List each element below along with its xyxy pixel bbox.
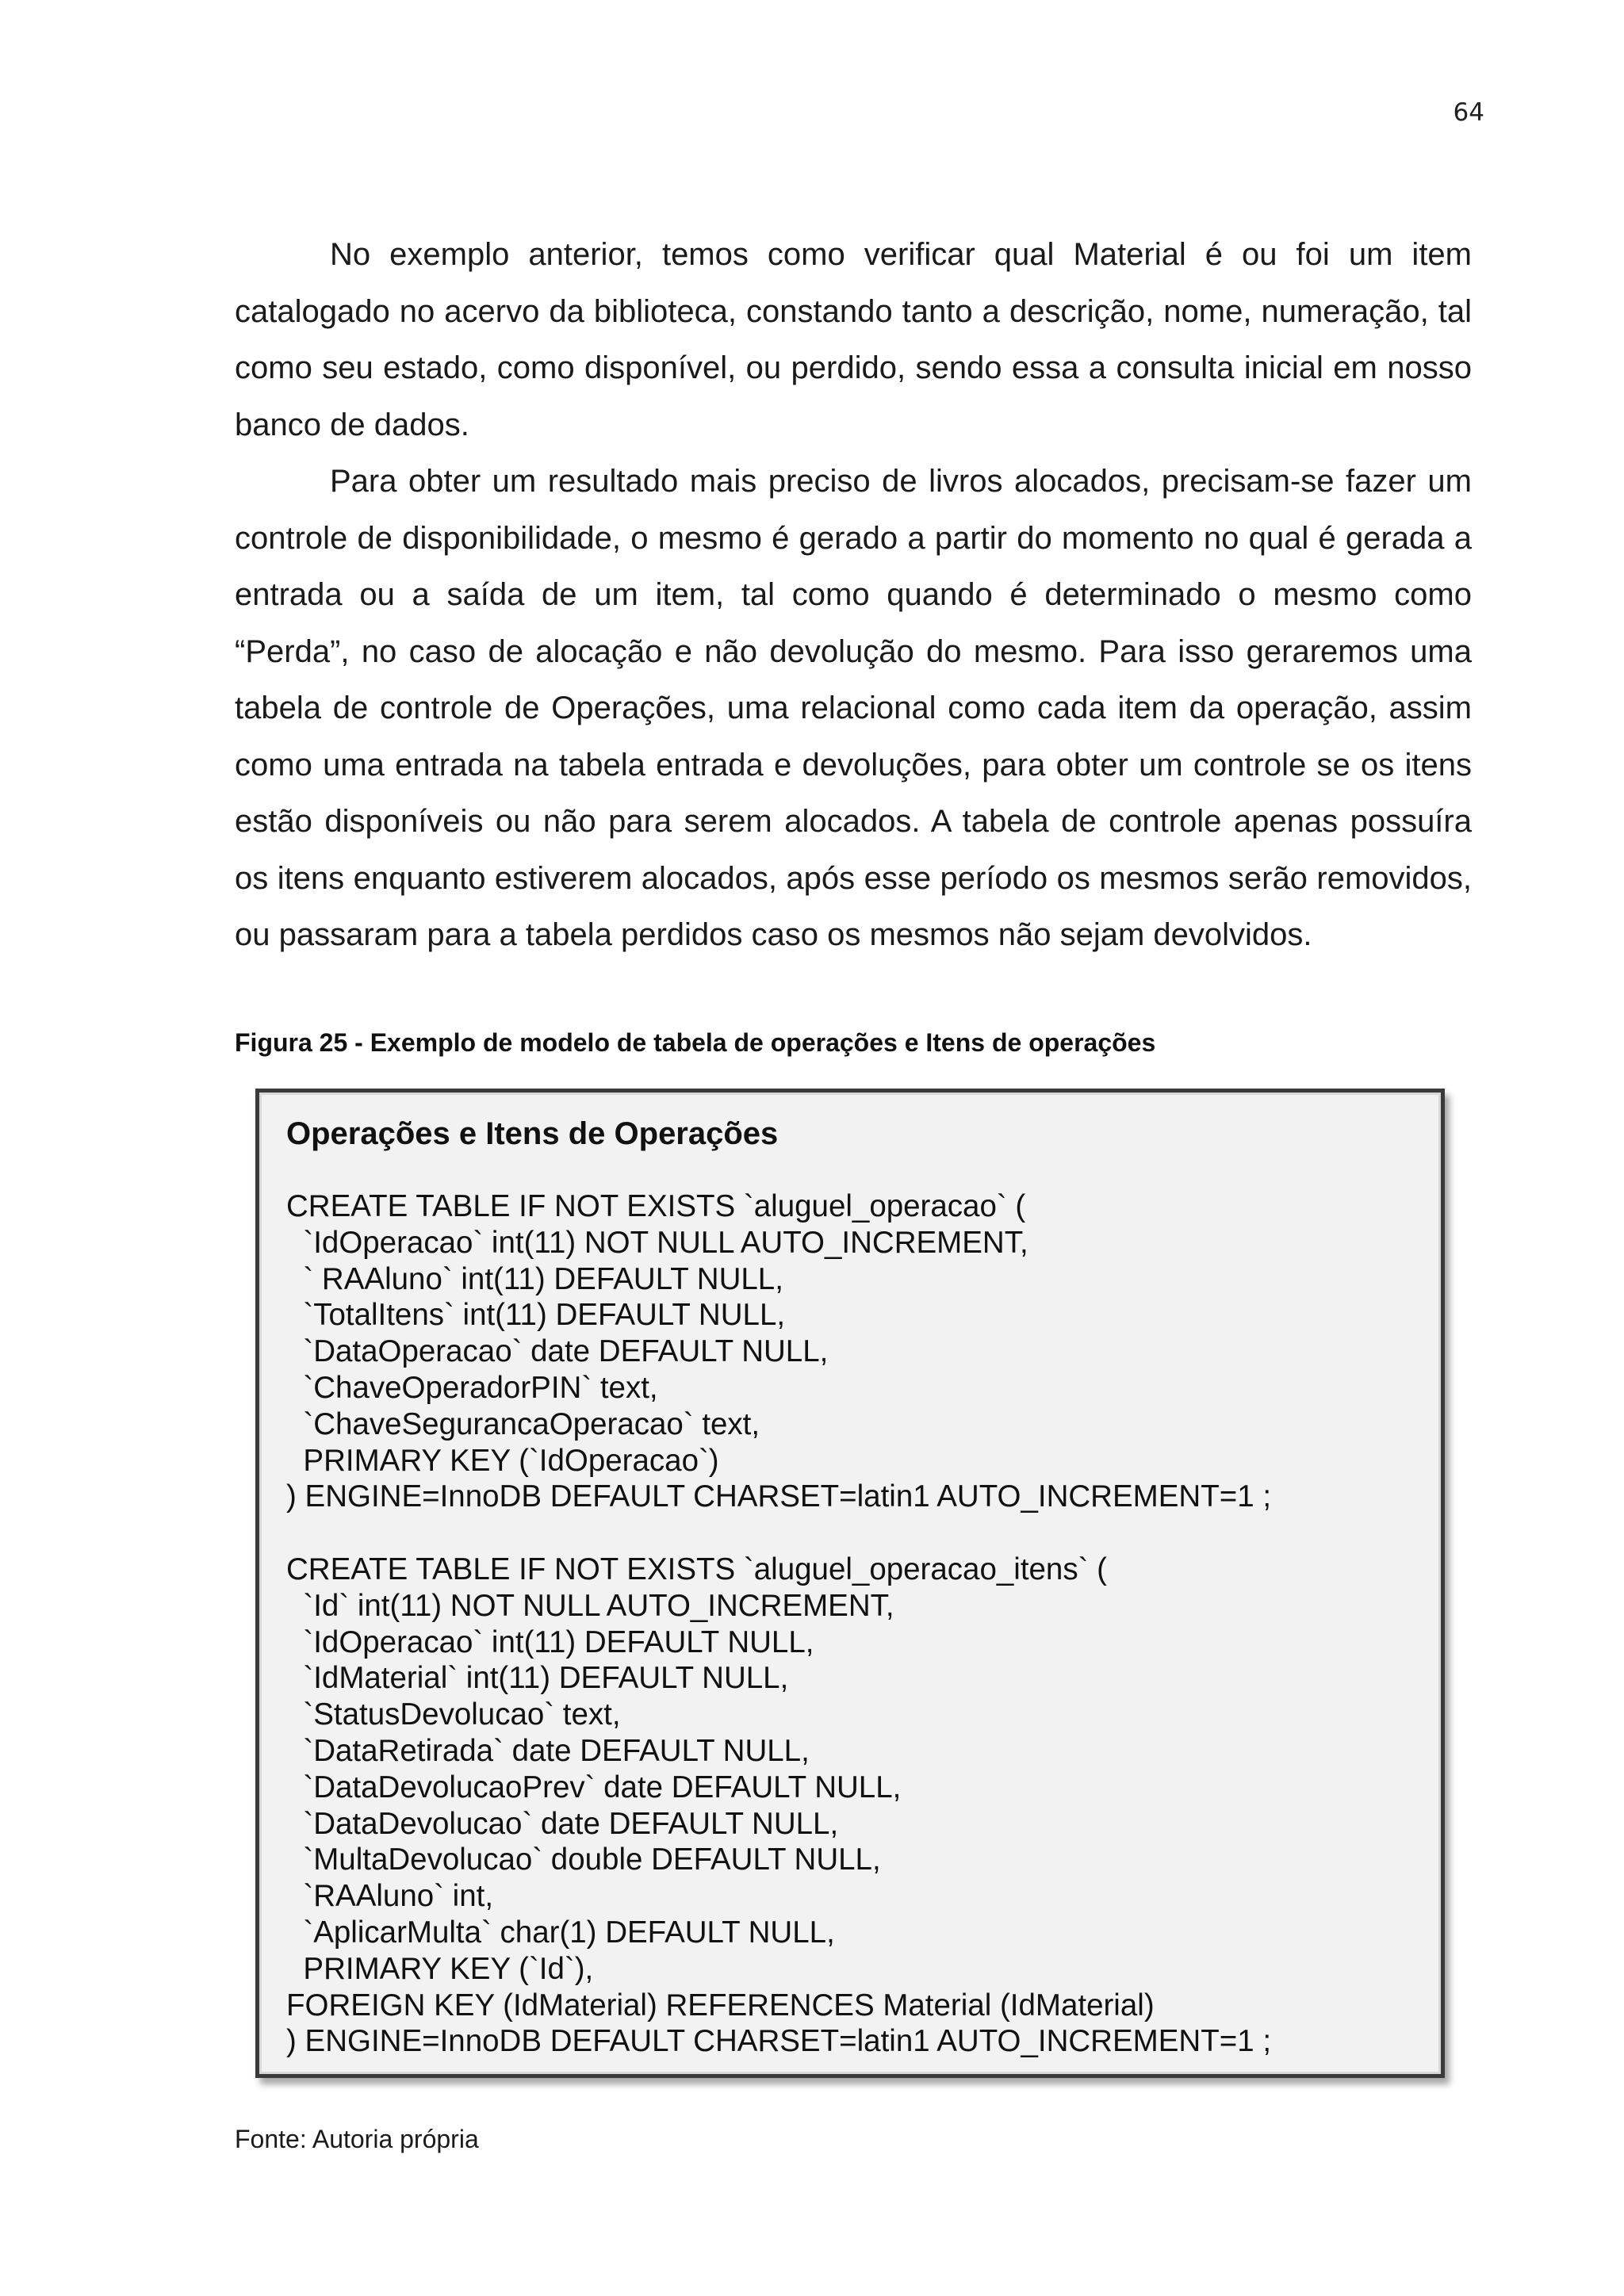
paragraph: No exemplo anterior, temos como verificar qual Material é ou foi um item catalogado no acervo da biblioteca, constando tanto a descrição, nome, numeração, tal como seu estado, como disponível, ou perdido, sendo essa a consulta inicial em nosso banco de dados.	[235, 237, 1472, 442]
code-line	[286, 1515, 1425, 1552]
code-line: `DataDevolucao` date DEFAULT NULL,	[286, 1806, 839, 1841]
figure-caption: Figura 25 - Exemplo de modelo de tabela de operações e Itens de operações	[235, 1028, 1156, 1057]
code-line: ) ENGINE=InnoDB DEFAULT CHARSET=latin1 AUTO_INCREMENT=1 ;	[286, 2024, 1272, 2059]
code-line: `IdOperacao` int(11) NOT NULL AUTO_INCREMENT,	[286, 1225, 1028, 1260]
code-line: PRIMARY KEY (`Id`),	[286, 1951, 594, 1986]
code-line: `StatusDevolucao` text,	[286, 1697, 621, 1732]
code-line: CREATE TABLE IF NOT EXISTS `aluguel_operacao` (	[286, 1189, 1026, 1223]
code-line: `ChaveSegurancaOperacao` text,	[286, 1406, 760, 1441]
figure-box	[255, 1089, 1445, 2078]
code-line: `IdMaterial` int(11) DEFAULT NULL,	[286, 1661, 789, 1696]
paragraph: Para obter um resultado mais preciso de livros alocados, precisam-se fazer um controle de disponibilidade, o mesmo é gerado a partir do momento no qual é gerada a entrada ou a saída de um item, tal como quando é determinado o mesmo como “Perda”, no caso de alocação e não devolução do mesmo. Para isso geraremos uma tabela de controle de Operações, uma relacional como cada item da operação, assim como uma entrada na tabela entrada e devoluções, para obter um controle se os itens estão disponíveis ou não para serem alocados. A tabela de controle apenas possuíra os itens enquanto estiverem alocados, após esse período os mesmos serão removidos, ou passaram para a tabela perdidos caso os mesmos não sejam devolvidos.	[235, 464, 1472, 952]
code-line: `DataOperacao` date DEFAULT NULL,	[286, 1334, 829, 1369]
code-line: ) ENGINE=InnoDB DEFAULT CHARSET=latin1 AUTO_INCREMENT=1 ;	[286, 1479, 1272, 1514]
sql-code-block	[286, 1188, 1425, 2060]
code-line: `MultaDevolucao` double DEFAULT NULL,	[286, 1843, 881, 1877]
figure-title: Operações e Itens de Operações	[286, 1116, 779, 1151]
code-line: `AplicarMulta` char(1) DEFAULT NULL,	[286, 1915, 835, 1950]
page-number: 64	[1453, 98, 1484, 127]
body-text	[235, 227, 1472, 964]
code-line: `DataRetirada` date DEFAULT NULL,	[286, 1733, 810, 1768]
figure-content	[286, 1116, 1425, 2060]
figure-source: Fonte: Autoria própria	[235, 2125, 479, 2153]
code-line: `DataDevolucaoPrev` date DEFAULT NULL,	[286, 1770, 902, 1804]
code-line: `RAAluno` int,	[286, 1879, 494, 1914]
code-line: ` RAAluno` int(11) DEFAULT NULL,	[286, 1261, 783, 1296]
code-line: `ChaveOperadorPIN` text,	[286, 1370, 658, 1405]
code-line: FOREIGN KEY (IdMaterial) REFERENCES Material (IdMaterial)	[286, 1988, 1155, 2022]
code-line: `IdOperacao` int(11) DEFAULT NULL,	[286, 1624, 814, 1659]
code-line: `Id` int(11) NOT NULL AUTO_INCREMENT,	[286, 1588, 894, 1623]
code-line: `TotalItens` int(11) DEFAULT NULL,	[286, 1298, 786, 1333]
code-line: PRIMARY KEY (`IdOperacao`)	[286, 1443, 719, 1478]
code-line: CREATE TABLE IF NOT EXISTS `aluguel_operacao_itens` (	[286, 1552, 1107, 1586]
